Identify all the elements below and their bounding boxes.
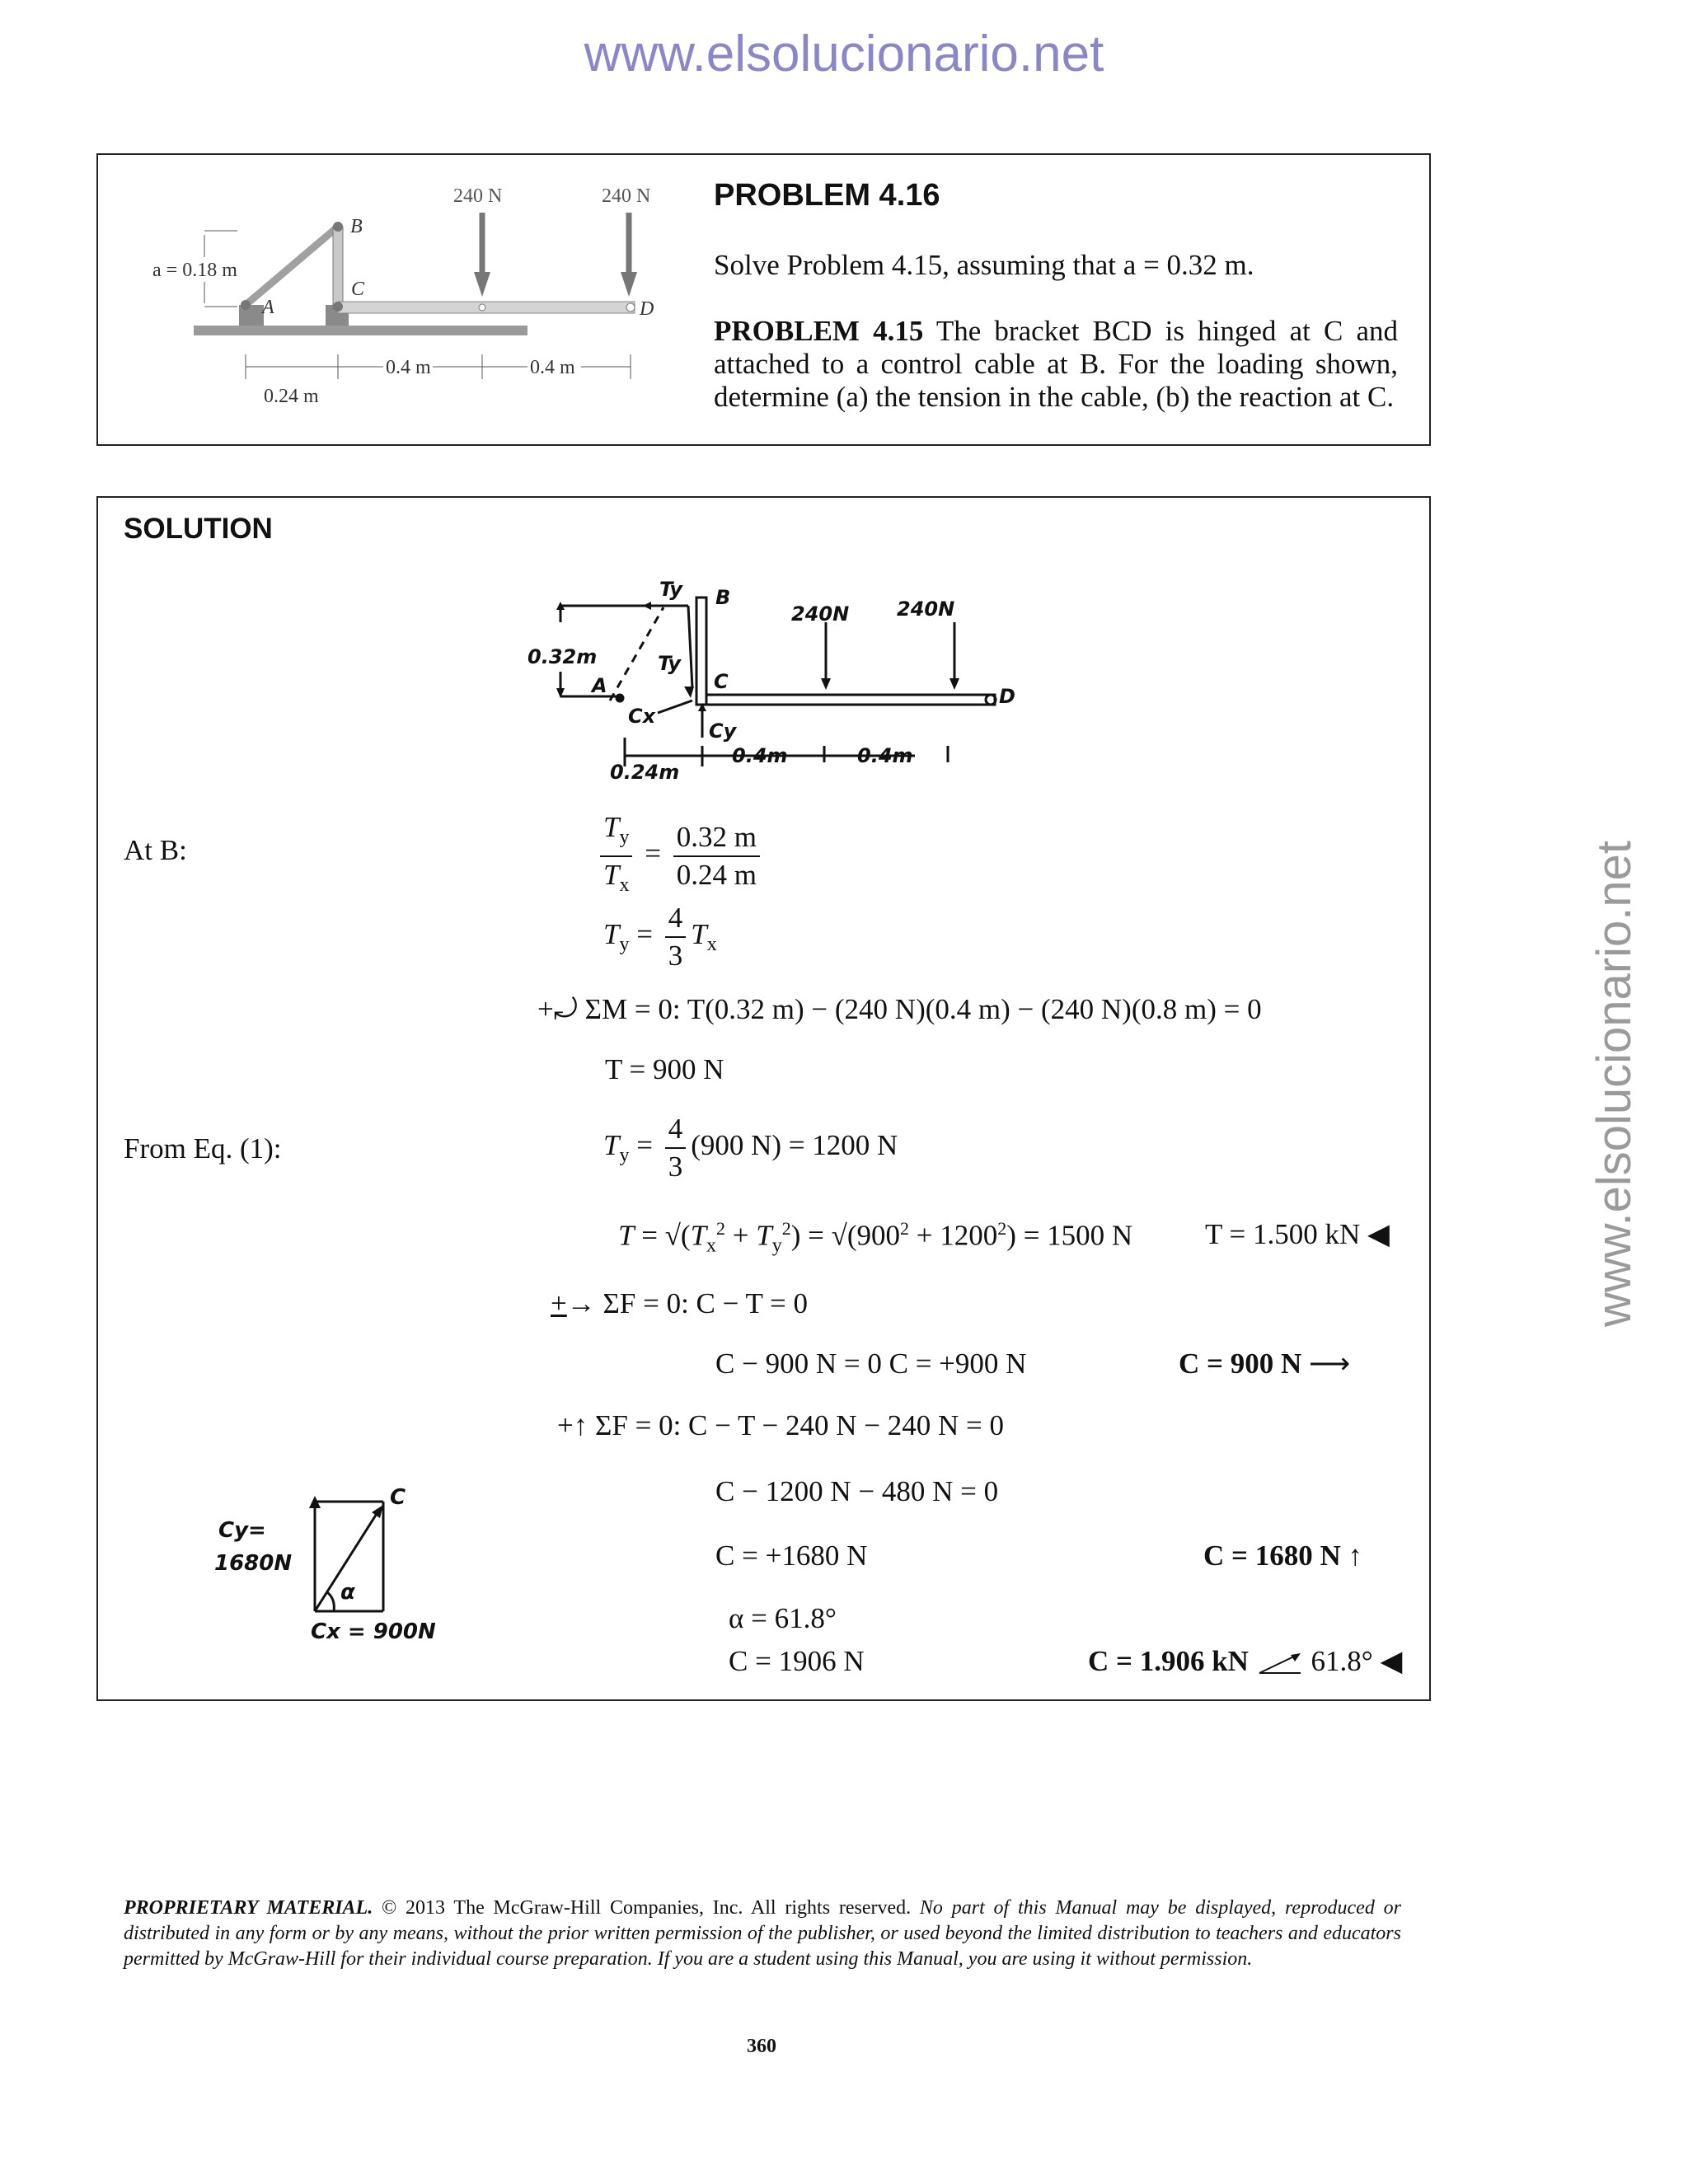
eq-ty-result: $T_y$ = $\frac{4}{3}$ (900 N) = 1200 N: [603, 1113, 898, 1183]
problem-ref-text: The bracket BCD is hinged at C and attached to a control cable at B. For the loading shown, determine (a) the tension in the cable, (b) the reaction at C.: [714, 315, 1399, 413]
fig-load1: 240 N: [453, 185, 503, 207]
sketch-b: B: [715, 586, 731, 609]
problem-statement: Solve Problem 4.15, assuming that a = 0.32 m.: [714, 249, 1254, 281]
triangle-cx: Cx = 900N: [311, 1619, 436, 1644]
sketch-cy: Cy: [709, 719, 737, 743]
sketch-d3: 0.4m: [857, 744, 913, 767]
sketch-a: A: [592, 674, 607, 697]
fig-load2: 240 N: [602, 185, 651, 207]
fig-dim-a: a = 0.18 m: [152, 260, 237, 281]
sketch-load2: 240N: [897, 598, 955, 621]
eq-c-mag: C = 1906 N: [729, 1645, 865, 1677]
solution-heading: SOLUTION: [124, 513, 273, 545]
eq-fx: +→ ΣF = 0: C − T = 0: [551, 1287, 808, 1319]
fig-dim-1: 0.24 m: [264, 386, 319, 407]
label-at-b: At B:: [124, 834, 187, 866]
sketch-c: C: [714, 670, 729, 693]
label-from-eq1: From Eq. (1):: [124, 1132, 282, 1165]
fig-label-a: A: [262, 297, 274, 318]
answer-t: T = 1.500 kN ◀: [1205, 1218, 1390, 1250]
answer-c: C = 1.906 kN 61.8° ◀: [1088, 1645, 1403, 1677]
eq-moment: +⤾ ΣM = 0: T(0.32 m) − (240 N)(0.4 m) − (240 N)(0.8 m) = 0: [537, 993, 1262, 1025]
watermark-top: www.elsolucionario.net: [584, 26, 1104, 82]
eq-ty-relation: $T_y$ = $\frac{4}{3}$ $T_x$: [603, 902, 717, 972]
answer-cy: C = 1680 N ↑: [1203, 1540, 1362, 1572]
sketch-h: 0.32m: [528, 645, 598, 668]
fig-label-b: B: [350, 216, 363, 237]
sketch-d1: 0.24m: [610, 761, 680, 784]
triangle-cy: Cy=: [218, 1518, 266, 1543]
answer-cx: C = 900 N ⟶: [1179, 1347, 1351, 1380]
eq-alpha: α = 61.8°: [729, 1602, 837, 1634]
problem-figure: [140, 181, 684, 420]
eq-cy-line1: C − 1200 N − 480 N = 0: [715, 1475, 999, 1507]
sketch-d: D: [999, 685, 1015, 708]
fig-label-d: D: [640, 298, 654, 320]
angle-icon: [1256, 1652, 1304, 1676]
problem-reference: [714, 315, 1398, 414]
page-number: 360: [747, 2036, 776, 2057]
sketch-ty-top: Ty: [659, 578, 683, 601]
sketch-d2: 0.4m: [732, 744, 788, 767]
sketch-load1: 240N: [791, 602, 850, 626]
eq-cy-line2: C = +1680 N: [715, 1540, 868, 1572]
triangle-cy-val: 1680N: [214, 1551, 293, 1576]
eq-cx-line: C − 900 N = 0 C = +900 N: [715, 1347, 1027, 1380]
sketch-cx: Cx: [628, 705, 656, 728]
fig-dim-2: 0.4 m: [386, 357, 431, 378]
triangle-c: C: [390, 1485, 406, 1510]
eq-t-magnitude: $T = √(T_x^2 + T_y^2) = √(900^2 + 1200^2) = 1500$ N: [618, 1218, 1133, 1257]
footer-notice: PROPRIETARY MATERIAL. © 2013 The McGraw-Hill Companies, Inc. All rights reserved. No part of this Manual may be displayed, reproduced or distributed in any form or by any means, without the prior written permission of the publisher, or used beyond the limited distribution to teachers and educators permitted by McGraw-Hill for their individual course preparation. If you are a student using this Manual, you are using it without permission.: [124, 1897, 1401, 1970]
reaction-triangle: [202, 1483, 466, 1648]
fig-label-c: C: [351, 279, 365, 300]
sketch-ty-mid: Ty: [658, 652, 682, 675]
eq-ratio: $\frac{T_y}{T_x}$ = $\frac{0.32 m}{0.24 m}$: [595, 809, 765, 903]
fig-dim-3: 0.4 m: [530, 357, 575, 378]
triangle-alpha: α: [340, 1580, 355, 1605]
problem-ref-title: PROBLEM 4.15: [714, 315, 924, 347]
eq-tx-result: T = 900 N: [605, 1053, 724, 1085]
problem-title: PROBLEM 4.16: [714, 178, 940, 213]
eq-fy: +↑ ΣF = 0: C − T − 240 N − 240 N = 0: [557, 1409, 1005, 1441]
solution-sketch: [528, 573, 1015, 787]
